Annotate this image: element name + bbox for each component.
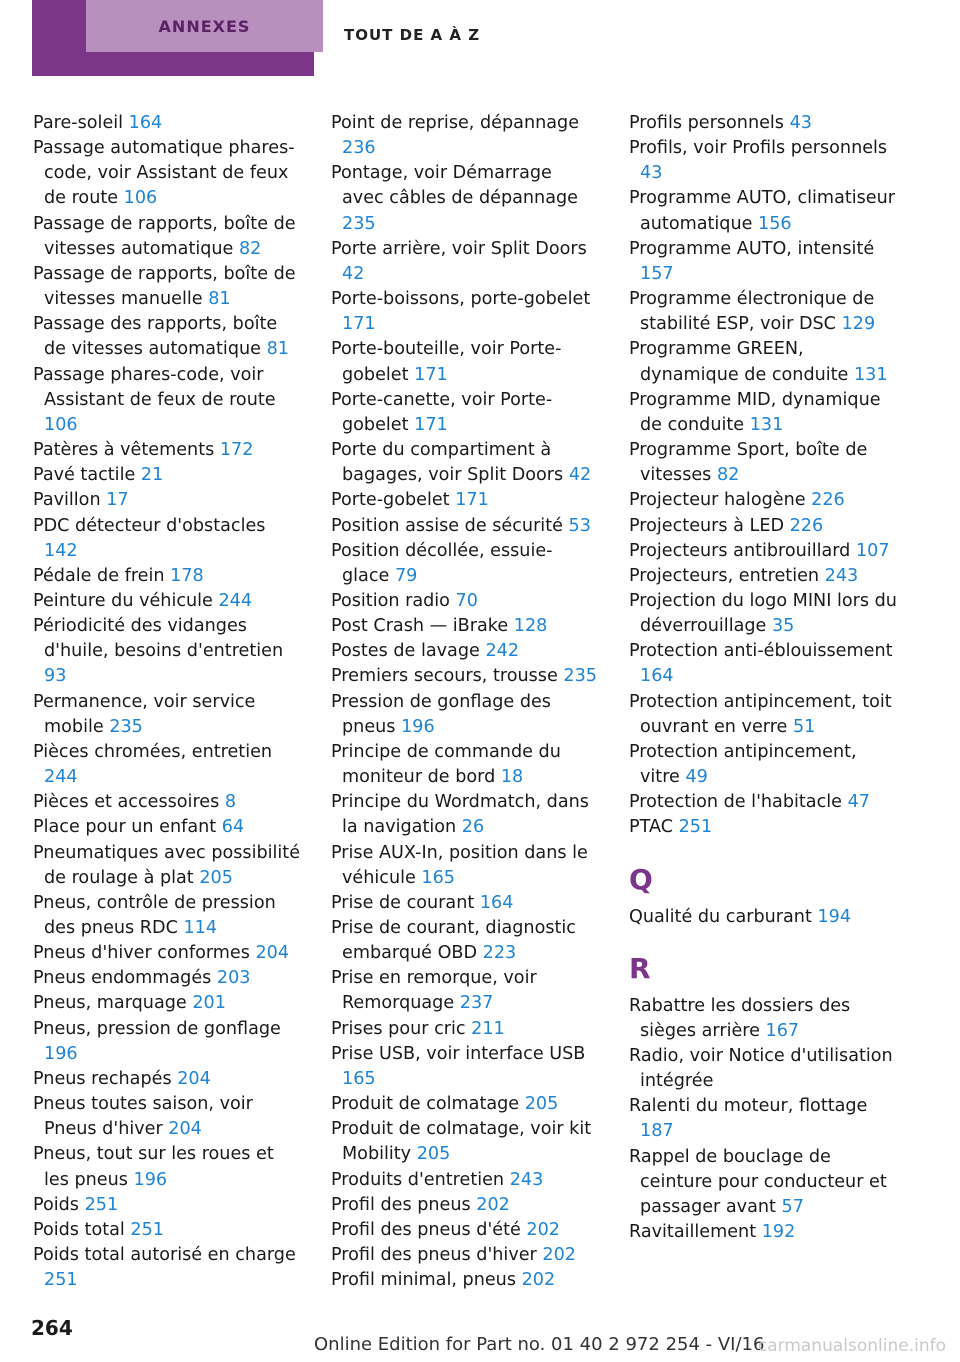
- index-entry: [629, 1145, 897, 1220]
- page-reference-link[interactable]: 51: [792, 716, 816, 737]
- index-entry: [331, 1092, 599, 1117]
- index-entry: [629, 790, 897, 815]
- index-entry: [629, 111, 897, 136]
- page-reference-link[interactable]: 171: [455, 490, 489, 511]
- index-entry: [629, 186, 897, 236]
- page-reference-link[interactable]: 192: [761, 1222, 796, 1243]
- index-entry-text: Poids: [33, 1194, 85, 1215]
- index-entry-text: Rappel de bouclage de ceinture pour conducteur et passager avant: [629, 1146, 887, 1217]
- index-entry-text: Programme Sport, boîte de vitesses: [629, 440, 868, 486]
- index-entry-text: Principe de commande du moniteur de bord: [331, 741, 561, 788]
- index-entry: [331, 438, 599, 488]
- page-reference-link[interactable]: 82: [238, 238, 262, 259]
- index-entry-text: Position décollée, essuie-glace: [331, 540, 553, 586]
- page-reference-link[interactable]: 79: [394, 565, 418, 586]
- index-entry-text: Projecteurs antibrouillard: [629, 540, 856, 561]
- index-entry: [331, 639, 599, 664]
- page-reference-link[interactable]: 165: [342, 1068, 376, 1089]
- index-entry-text: Pneus rechapés: [33, 1068, 178, 1089]
- index-entry-text: Position assise de sécurité: [331, 515, 569, 536]
- index-entry-text: Position radio: [331, 590, 456, 611]
- index-entry: [331, 1168, 599, 1193]
- page-reference-link[interactable]: 114: [183, 918, 218, 938]
- index-entry-text: Postes de lavage: [331, 641, 486, 662]
- index-entry-text: PTAC: [629, 817, 679, 838]
- page-reference-link[interactable]: 26: [461, 817, 485, 838]
- index-entry: [33, 1067, 301, 1092]
- index-entry: [629, 237, 897, 287]
- index-entry: [331, 690, 599, 740]
- index-entry-text: Poids total: [33, 1219, 131, 1240]
- index-entry-text: Programme AUTO, intensité: [629, 238, 875, 259]
- index-entry-text: Programme GREEN, dynamique de conduite: [629, 339, 854, 385]
- page-reference-link[interactable]: 106: [123, 188, 158, 209]
- index-entry: [629, 438, 897, 488]
- page-reference-link[interactable]: 131: [749, 414, 784, 435]
- index-entry-text: Premiers secours, trousse: [331, 666, 564, 687]
- index-entry-text: Principe du Wordmatch, dans la navigation: [331, 792, 589, 838]
- watermark: carmanualsonline.info: [757, 1336, 946, 1356]
- index-entry-text: Porte-bouteille, voir Porte-gobelet: [331, 339, 562, 385]
- index-entry: [33, 966, 301, 991]
- index-entry-text: Protection de l'habitacle: [629, 792, 848, 813]
- index-entry-text: Protection antipincement, vitre: [629, 741, 857, 788]
- index-entry: [33, 1193, 301, 1218]
- page-reference-link[interactable]: 204: [177, 1068, 211, 1089]
- index-entry-text: Rabattre les dossiers des sièges arrière: [629, 995, 851, 1041]
- index-entry: [629, 1094, 897, 1144]
- index-entry: [629, 388, 897, 438]
- index-entry: [33, 438, 301, 463]
- index-entry: [331, 514, 599, 539]
- index-entry: [33, 841, 301, 891]
- index-entry: [629, 905, 897, 930]
- page-reference-link[interactable]: 187: [640, 1121, 674, 1142]
- index-entry-text: Projecteurs à LED: [629, 515, 790, 536]
- page-reference-link[interactable]: 251: [130, 1219, 164, 1240]
- index-entry-text: Porte-boissons, porte-gobelet: [331, 289, 591, 310]
- index-entry-text: PDC détecteur d'obstacles: [33, 515, 266, 536]
- page-reference-link[interactable]: 202: [526, 1219, 561, 1240]
- index-entry-text: Radio, voir Notice d'utilisation intégrée: [629, 1046, 893, 1092]
- page-reference-link[interactable]: 157: [640, 263, 674, 284]
- page-reference-link[interactable]: 236: [342, 138, 376, 159]
- index-entry-text: Ravitaillement: [629, 1222, 762, 1243]
- index-entry: [629, 589, 897, 639]
- index-entry-text: Protection antipincement, toit ouvrant en verre: [629, 691, 892, 737]
- page-reference-link[interactable]: 235: [342, 213, 376, 234]
- index-entry: [33, 790, 301, 815]
- index-entry-text: Passage automatique phares-code, voir Assistant de feux de route: [33, 138, 295, 209]
- index-entry-text: Porte du compartiment à bagages, voir Split Doors: [331, 440, 569, 486]
- page-reference-link[interactable]: 81: [266, 339, 289, 360]
- page-reference-link[interactable]: 43: [789, 113, 812, 133]
- index-entry-text: Post Crash — iBrake: [331, 616, 514, 637]
- page-reference-link[interactable]: 47: [847, 792, 870, 813]
- page-reference-link[interactable]: 235: [109, 716, 143, 737]
- tab-annexes[interactable]: [86, 0, 323, 52]
- index-entry: [331, 614, 599, 639]
- page-number: 264: [31, 1316, 73, 1340]
- index-entry: [331, 1117, 599, 1167]
- index-entry-text: Ralenti du moteur, flottage: [629, 1096, 868, 1117]
- page-reference-link[interactable]: 205: [199, 867, 233, 888]
- index-entry: [33, 1017, 301, 1067]
- page-reference-link[interactable]: 171: [342, 314, 376, 335]
- page-reference-link[interactable]: 81: [208, 289, 231, 310]
- index-entry: [331, 337, 599, 387]
- index-entry-text: Pédale de frein: [33, 565, 171, 586]
- page-reference-link[interactable]: 178: [170, 565, 204, 586]
- page-reference-link[interactable]: 164: [479, 892, 514, 913]
- page-reference-link[interactable]: 21: [140, 465, 164, 486]
- page-reference-link[interactable]: 204: [168, 1119, 202, 1140]
- index-entry-text: Périodicité des vidanges d'huile, besoins d'entretien: [33, 616, 284, 662]
- index-entry: [629, 564, 897, 589]
- page-reference-link[interactable]: 196: [44, 1043, 78, 1064]
- index-entry: [33, 111, 301, 136]
- page-reference-link[interactable]: 194: [817, 906, 852, 927]
- index-section-letter: Q: [629, 862, 653, 896]
- index-entry-text: Prise en remorque, voir Remorquage: [331, 968, 537, 1014]
- index-entry: [629, 639, 897, 689]
- index-entry: [629, 815, 897, 840]
- index-entry-text: Programme électronique de stabilité ESP, voir DSC: [629, 289, 875, 335]
- index-entry-text: Pneumatiques avec possibilité de roulage à plat: [33, 842, 301, 888]
- index-entry: [331, 891, 599, 916]
- page-reference-link[interactable]: 196: [133, 1169, 168, 1190]
- index-entry: [33, 941, 301, 966]
- index-entry: [33, 1092, 301, 1142]
- index-entry: [629, 690, 897, 740]
- index-entry: [331, 589, 599, 614]
- page-reference-link[interactable]: 242: [485, 641, 520, 662]
- index-entry-text: Permanence, voir service mobile: [33, 691, 256, 737]
- index-entry: [629, 287, 897, 337]
- index-entry-text: Profil minimal, pneus: [331, 1270, 522, 1291]
- index-entry-text: Produit de colmatage: [331, 1094, 525, 1115]
- page-reference-link[interactable]: 164: [640, 666, 674, 687]
- index-entry: [331, 237, 599, 287]
- page-reference-link[interactable]: 226: [811, 490, 845, 511]
- page-reference-link[interactable]: 204: [255, 943, 290, 964]
- page-reference-link[interactable]: 251: [84, 1194, 119, 1215]
- index-entry: [331, 161, 599, 236]
- index-entry-text: Passage de rapports, boîte de vitesses automatique: [33, 213, 296, 259]
- index-entry-text: Qualité du carburant: [629, 906, 818, 927]
- index-entry: [331, 966, 599, 1016]
- page-reference-link[interactable]: 205: [524, 1094, 559, 1115]
- index-entry: [331, 388, 599, 438]
- section-title: TOUT DE A À Z: [344, 26, 481, 44]
- index-entry: [33, 1218, 301, 1243]
- index-entry: [331, 1243, 599, 1268]
- index-entry-text: Pression de gonflage des pneus: [331, 691, 551, 737]
- index-entry-text: Prises pour cric: [331, 1018, 472, 1039]
- index-entry-text: Passage de rapports, boîte de vitesses manuelle: [33, 263, 296, 310]
- page-reference-link[interactable]: 164: [128, 113, 163, 133]
- page-reference-link[interactable]: 202: [476, 1194, 510, 1215]
- index-entry-text: Passage phares-code, voir Assistant de feux de route: [33, 364, 276, 410]
- index-entry: [33, 488, 301, 513]
- index-entry-text: Prise AUX-In, position dans le véhicule: [331, 842, 588, 888]
- page-reference-link[interactable]: 107: [855, 540, 890, 561]
- page-reference-link[interactable]: 165: [421, 867, 455, 888]
- page-reference-link[interactable]: 17: [106, 490, 129, 511]
- edition-footer: Online Edition for Part no. 01 40 2 972 254 - VI/16: [314, 1334, 765, 1355]
- page-reference-link[interactable]: 129: [841, 314, 876, 335]
- index-entry-text: Profil des pneus d'hiver: [331, 1245, 543, 1266]
- index-entry: [33, 262, 301, 312]
- page-reference-link[interactable]: 167: [765, 1020, 800, 1041]
- tab-annexes-label: ANNEXES: [158, 16, 251, 36]
- index-entry-text: Pneus, marquage: [33, 993, 193, 1014]
- page-reference-link[interactable]: 223: [482, 943, 517, 964]
- index-entry-text: Passage des rapports, boîte de vitesses automatique: [33, 314, 278, 360]
- index-entry: [33, 740, 301, 790]
- index-section-letter: R: [629, 951, 651, 985]
- index-entry-text: Projection du logo MINI lors du déverrouillage: [629, 590, 897, 637]
- index-entry: [33, 514, 301, 564]
- page-reference-link[interactable]: 35: [771, 616, 795, 637]
- page-reference-link[interactable]: 171: [414, 414, 448, 435]
- index-entry: [33, 1142, 301, 1192]
- page-reference-link[interactable]: 243: [824, 565, 859, 586]
- header-tab-bar: [32, 0, 314, 76]
- index-entry: [33, 690, 301, 740]
- page-reference-link[interactable]: 49: [685, 767, 708, 788]
- page-reference-link[interactable]: 251: [44, 1270, 78, 1291]
- index-entry: [33, 589, 301, 614]
- index-entry: [331, 111, 599, 161]
- page-reference-link[interactable]: 196: [401, 716, 435, 737]
- page-reference-link[interactable]: 244: [218, 590, 253, 611]
- page-reference-link[interactable]: 201: [192, 993, 226, 1014]
- page-reference-link[interactable]: 244: [44, 767, 78, 788]
- page-reference-link[interactable]: 202: [542, 1245, 576, 1266]
- page-reference-link[interactable]: 205: [416, 1144, 451, 1165]
- page-reference-link[interactable]: 237: [459, 993, 494, 1014]
- index-entry-text: Pneus toutes saison, voir Pneus d'hiver: [33, 1094, 253, 1140]
- page-reference-link[interactable]: 64: [221, 817, 245, 838]
- index-entry: [629, 740, 897, 790]
- index-entry-text: Programme MID, dynamique de conduite: [629, 389, 881, 435]
- index-entry: [33, 136, 301, 211]
- index-entry-text: Profils, voir Profils personnels: [629, 138, 888, 159]
- page-reference-link[interactable]: 171: [414, 364, 448, 385]
- index-entry: [331, 916, 599, 966]
- index-entry: [33, 1243, 301, 1293]
- index-entry: [33, 991, 301, 1016]
- index-entry-text: Pneus d'hiver conformes: [33, 943, 256, 964]
- index-entry: [331, 1042, 599, 1092]
- index-entry-text: Point de reprise, dépannage: [331, 113, 580, 133]
- index-entry-text: Pièces chromées, entretien: [33, 741, 273, 762]
- index-entry-text: Pavillon: [33, 490, 107, 511]
- index-entry-text: Prise USB, voir interface USB: [331, 1043, 586, 1064]
- index-entry-text: Produits d'entretien: [331, 1169, 510, 1190]
- index-entry: [33, 463, 301, 488]
- index-column-2: [331, 111, 599, 1293]
- index-entry: [331, 287, 599, 337]
- index-entry: [629, 1044, 897, 1094]
- index-entry-text: Poids total autorisé en charge: [33, 1245, 296, 1266]
- page-reference-link[interactable]: 93: [44, 666, 67, 687]
- index-entry-text: Profil des pneus: [331, 1194, 477, 1215]
- index-entry: [331, 488, 599, 513]
- page-reference-link[interactable]: 203: [216, 968, 251, 989]
- index-entry-text: Porte-canette, voir Porte-gobelet: [331, 389, 553, 435]
- index-entry: [331, 740, 599, 790]
- index-entry-text: Pavé tactile: [33, 465, 141, 486]
- index-entry: [331, 539, 599, 589]
- page-reference-link[interactable]: 128: [513, 616, 548, 637]
- page-reference-link[interactable]: 42: [342, 263, 365, 284]
- index-entry: [331, 841, 599, 891]
- page-reference-link[interactable]: 82: [716, 465, 740, 486]
- page-reference-link[interactable]: 43: [640, 163, 663, 184]
- index-entry: [629, 514, 897, 539]
- index-entry-text: Peinture du véhicule: [33, 590, 219, 611]
- page-reference-link[interactable]: 8: [224, 792, 237, 813]
- page-reference-link[interactable]: 211: [471, 1018, 505, 1039]
- index-entry-text: Pièces et accessoires: [33, 792, 225, 813]
- index-entry-text: Pare-soleil: [33, 113, 129, 133]
- index-entry-text: Porte arrière, voir Split Doors: [331, 238, 587, 259]
- page-reference-link[interactable]: 235: [563, 666, 597, 687]
- index-entry: [629, 994, 897, 1044]
- index-entry-text: Projecteur halogène: [629, 490, 812, 511]
- index-entry: [629, 337, 897, 387]
- index-entry: [33, 614, 301, 689]
- index-entry-text: Pneus, pression de gonflage: [33, 1018, 281, 1039]
- index-entry-text: Profils personnels: [629, 113, 790, 133]
- page-reference-link[interactable]: 42: [568, 465, 592, 486]
- index-entry: [331, 1218, 599, 1243]
- page-reference-link[interactable]: 202: [521, 1270, 556, 1291]
- index-entry: [33, 312, 301, 362]
- page-reference-link[interactable]: 251: [678, 817, 713, 838]
- index-entry-text: Programme AUTO, climatiseur automatique: [629, 188, 896, 234]
- index-entry: [331, 664, 599, 689]
- index-entry: [33, 564, 301, 589]
- index-entry-text: Prise de courant, diagnostic embarqué OBD: [331, 918, 576, 964]
- index-entry-text: Pontage, voir Démarrage avec câbles de dépannage: [331, 163, 578, 209]
- page-reference-link[interactable]: 226: [789, 515, 824, 536]
- page-reference-link[interactable]: 172: [219, 440, 254, 461]
- index-entry: [629, 136, 897, 186]
- index-entry-text: Pneus endommagés: [33, 968, 217, 989]
- index-entry-text: Protection anti-éblouissement: [629, 641, 893, 662]
- page-reference-link[interactable]: 243: [509, 1169, 544, 1190]
- index-entry: [331, 790, 599, 840]
- index-entry-text: Produit de colmatage, voir kit Mobility: [331, 1119, 592, 1165]
- index-entry-text: Patères à vêtements: [33, 440, 220, 461]
- index-entry: [629, 1220, 897, 1245]
- page-reference-link[interactable]: 53: [568, 515, 591, 536]
- page-reference-link[interactable]: 106: [44, 414, 78, 435]
- index-entry-text: Pneus, contrôle de pression des pneus RDC: [33, 892, 276, 938]
- index-entry: [33, 815, 301, 840]
- index-entry: [331, 1193, 599, 1218]
- index-column-1: [33, 111, 301, 1293]
- index-entry-text: Projecteurs, entretien: [629, 565, 825, 586]
- index-entry: [629, 488, 897, 513]
- index-entry: [331, 1268, 599, 1293]
- index-entry-text: Prise de courant: [331, 892, 480, 913]
- index-entry-text: Profil des pneus d'été: [331, 1219, 527, 1240]
- index-column-3: [629, 111, 897, 1245]
- index-entry-text: Pneus, tout sur les roues et les pneus: [33, 1144, 274, 1190]
- index-entry: [629, 539, 897, 564]
- index-entry: [33, 212, 301, 262]
- page-reference-link[interactable]: 142: [44, 540, 78, 561]
- page-reference-link[interactable]: 156: [758, 213, 792, 234]
- index-entry-text: Place pour un enfant: [33, 817, 222, 838]
- index-entry: [33, 363, 301, 438]
- page-reference-link[interactable]: 18: [500, 767, 524, 788]
- index-entry: [331, 1017, 599, 1042]
- index-entry: [33, 891, 301, 941]
- page-reference-link[interactable]: 57: [781, 1196, 804, 1217]
- page-reference-link[interactable]: 131: [853, 364, 888, 385]
- page-reference-link[interactable]: 70: [455, 590, 478, 611]
- index-entry-text: Porte-gobelet: [331, 490, 456, 511]
